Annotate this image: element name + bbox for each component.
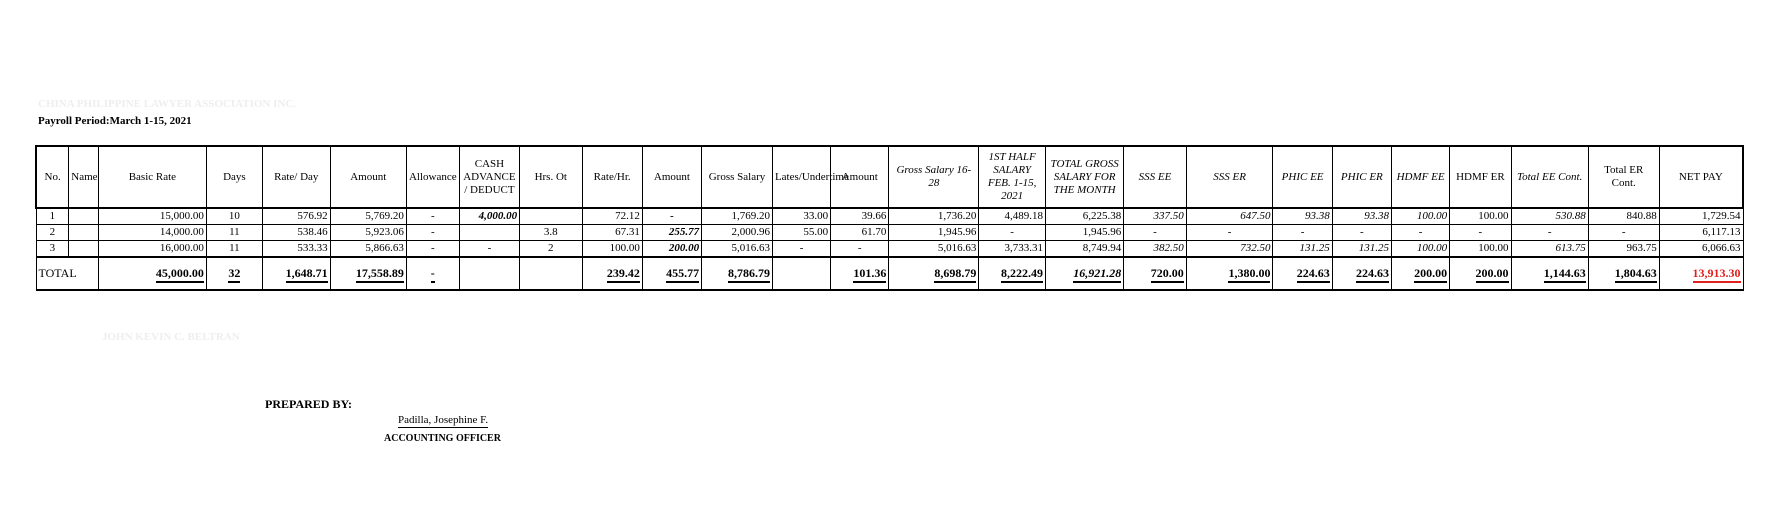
total-total-er: 1,804.63 <box>1588 257 1659 290</box>
col-days: Days <box>206 146 262 208</box>
col-allowance: Allowance <box>406 146 459 208</box>
col-hdmf-ee: HDMF EE <box>1391 146 1449 208</box>
payroll-period: Payroll Period:March 1-15, 2021 <box>38 115 192 127</box>
cell-cash-advance: 4,000.00 <box>459 208 519 225</box>
total-phic-ee: 224.63 <box>1273 257 1332 290</box>
col-gross-salary: Gross Salary <box>702 146 773 208</box>
cell-sss-er: - <box>1186 225 1273 241</box>
total-rate-day: 1,648.71 <box>262 257 330 290</box>
total-total-gross: 16,921.28 <box>1045 257 1123 290</box>
table-row <box>36 208 1743 225</box>
prepared-by-label: PREPARED BY: <box>265 397 353 411</box>
total-hdmf-ee: 200.00 <box>1391 257 1449 290</box>
cell-hdmf-er: 100.00 <box>1450 208 1511 225</box>
cell-rate-hr: 100.00 <box>582 241 642 258</box>
total-basic-rate: 45,000.00 <box>98 257 206 290</box>
total-allowance: - <box>406 257 459 290</box>
cell-ot-amount: 200.00 <box>642 241 701 258</box>
col-phic-er: PHIC ER <box>1332 146 1391 208</box>
col-phic-ee: PHIC EE <box>1273 146 1332 208</box>
cell-net-pay: 6,066.63 <box>1659 241 1743 258</box>
col-cash-advance: CASH ADVANCE / DEDUCT <box>459 146 519 208</box>
cell-hrs-ot: 3.8 <box>520 225 582 241</box>
col-no: No. <box>36 146 69 208</box>
company-name-watermark: CHINA PHILIPPINE LAWYER ASSOCIATION INC. <box>38 98 297 110</box>
cell-name <box>69 241 99 258</box>
total-cash-advance <box>459 257 519 290</box>
cell-ot-amount: 255.77 <box>642 225 701 241</box>
col-lates-amount: Amount <box>831 146 889 208</box>
table-row <box>36 241 1743 258</box>
cell-hrs-ot: 2 <box>520 241 582 258</box>
cell-sss-ee: 382.50 <box>1124 241 1186 258</box>
cell-phic-er: 93.38 <box>1332 208 1391 225</box>
cell-gross-16-28: 1,945.96 <box>889 225 979 241</box>
cell-phic-ee: 93.38 <box>1273 208 1332 225</box>
cell-total-er: - <box>1588 225 1659 241</box>
cell-gross-salary: 2,000.96 <box>702 225 773 241</box>
total-sss-ee: 720.00 <box>1124 257 1186 290</box>
col-lates: Lates/Undertime <box>772 146 830 208</box>
cell-hdmf-er: 100.00 <box>1450 241 1511 258</box>
cell-name <box>69 225 99 241</box>
total-lates <box>772 257 830 290</box>
col-gross-16-28: Gross Salary 16-28 <box>889 146 979 208</box>
cell-total-gross: 8,749.94 <box>1045 241 1123 258</box>
col-hdmf-er: HDMF ER <box>1450 146 1511 208</box>
total-total-ee: 1,144.63 <box>1511 257 1588 290</box>
cell-rate-hr: 72.12 <box>582 208 642 225</box>
cell-lates-amount: 61.70 <box>831 225 889 241</box>
cell-allowance: - <box>406 208 459 225</box>
cell-days: 11 <box>206 225 262 241</box>
cell-name <box>69 208 99 225</box>
payroll-table <box>35 145 1744 291</box>
preparer-name: Padilla, Josephine F. <box>398 414 489 426</box>
col-rate-hr: Rate/Hr. <box>582 146 642 208</box>
cell-hdmf-ee: - <box>1391 225 1449 241</box>
total-gross-salary: 8,786.79 <box>702 257 773 290</box>
cell-first-half: 4,489.18 <box>979 208 1046 225</box>
cell-net-pay: 6,117.13 <box>1659 225 1743 241</box>
total-sss-er: 1,380.00 <box>1186 257 1273 290</box>
cell-lates: 33.00 <box>772 208 830 225</box>
header-row <box>36 146 1743 208</box>
col-sss-er: SSS ER <box>1186 146 1273 208</box>
cell-amount: 5,866.63 <box>330 241 406 258</box>
cell-allowance: - <box>406 241 459 258</box>
cell-no: 2 <box>36 225 69 241</box>
cell-hdmf-ee: 100.00 <box>1391 208 1449 225</box>
cell-lates: 55.00 <box>772 225 830 241</box>
cell-first-half: 3,733.31 <box>979 241 1046 258</box>
cell-first-half: - <box>979 225 1046 241</box>
cell-days: 10 <box>206 208 262 225</box>
total-days: 32 <box>206 257 262 290</box>
col-hrs-ot: Hrs. Ot <box>520 146 582 208</box>
total-amount: 17,558.89 <box>330 257 406 290</box>
cell-lates-amount: 39.66 <box>831 208 889 225</box>
cell-rate-day: 538.46 <box>262 225 330 241</box>
cell-amount: 5,769.20 <box>330 208 406 225</box>
cell-rate-hr: 67.31 <box>582 225 642 241</box>
col-basic-rate: Basic Rate <box>98 146 206 208</box>
col-amount: Amount <box>330 146 406 208</box>
cell-rate-day: 576.92 <box>262 208 330 225</box>
cell-net-pay: 1,729.54 <box>1659 208 1743 225</box>
cell-total-er: 840.88 <box>1588 208 1659 225</box>
cell-gross-salary: 1,769.20 <box>702 208 773 225</box>
col-total-er: Total ER Cont. <box>1588 146 1659 208</box>
preparer-position: ACCOUNTING OFFICER <box>384 433 501 444</box>
cell-cash-advance: - <box>459 241 519 258</box>
total-hrs-ot <box>520 257 582 290</box>
cell-hdmf-ee: 100.00 <box>1391 241 1449 258</box>
cell-phic-ee: - <box>1273 225 1332 241</box>
cell-total-gross: 6,225.38 <box>1045 208 1123 225</box>
cell-phic-ee: 131.25 <box>1273 241 1332 258</box>
total-first-half: 8,222.49 <box>979 257 1046 290</box>
cell-lates: - <box>772 241 830 258</box>
cell-no: 1 <box>36 208 69 225</box>
col-first-half: 1ST HALF SALARY FEB. 1-15, 2021 <box>979 146 1046 208</box>
cell-total-gross: 1,945.96 <box>1045 225 1123 241</box>
total-net-pay: 13,913.30 <box>1659 257 1743 290</box>
cell-no: 3 <box>36 241 69 258</box>
cell-sss-er: 732.50 <box>1186 241 1273 258</box>
cell-rate-day: 533.33 <box>262 241 330 258</box>
cell-hrs-ot <box>520 208 582 225</box>
col-sss-ee: SSS EE <box>1124 146 1186 208</box>
cell-total-ee: 530.88 <box>1511 208 1588 225</box>
cell-days: 11 <box>206 241 262 258</box>
cell-total-ee: 613.75 <box>1511 241 1588 258</box>
cell-sss-er: 647.50 <box>1186 208 1273 225</box>
cell-gross-16-28: 1,736.20 <box>889 208 979 225</box>
total-phic-er: 224.63 <box>1332 257 1391 290</box>
cell-sss-ee: 337.50 <box>1124 208 1186 225</box>
cell-basic-rate: 14,000.00 <box>98 225 206 241</box>
cell-gross-16-28: 5,016.63 <box>889 241 979 258</box>
cell-phic-er: 131.25 <box>1332 241 1391 258</box>
cell-lates-amount: - <box>831 241 889 258</box>
cell-ot-amount: - <box>642 208 701 225</box>
cell-cash-advance <box>459 225 519 241</box>
cell-basic-rate: 15,000.00 <box>98 208 206 225</box>
cell-total-ee: - <box>1511 225 1588 241</box>
cell-gross-salary: 5,016.63 <box>702 241 773 258</box>
cell-hdmf-er: - <box>1450 225 1511 241</box>
total-label: TOTAL <box>36 257 98 290</box>
col-total-ee: Total EE Cont. <box>1511 146 1588 208</box>
total-lates-amount: 101.36 <box>831 257 889 290</box>
total-rate-hr: 239.42 <box>582 257 642 290</box>
table-row <box>36 225 1743 241</box>
col-ot-amount: Amount <box>642 146 701 208</box>
col-name: Name <box>69 146 99 208</box>
cell-total-er: 963.75 <box>1588 241 1659 258</box>
cell-allowance: - <box>406 225 459 241</box>
cell-phic-er: - <box>1332 225 1391 241</box>
cell-basic-rate: 16,000.00 <box>98 241 206 258</box>
total-ot-amount: 455.77 <box>642 257 701 290</box>
col-rate-day: Rate/ Day <box>262 146 330 208</box>
col-net-pay: NET PAY <box>1659 146 1743 208</box>
totals-row <box>36 257 1743 290</box>
cell-amount: 5,923.06 <box>330 225 406 241</box>
total-hdmf-er: 200.00 <box>1450 257 1511 290</box>
total-gross-16-28: 8,698.79 <box>889 257 979 290</box>
cell-sss-ee: - <box>1124 225 1186 241</box>
col-total-gross: TOTAL GROSS SALARY FOR THE MONTH <box>1045 146 1123 208</box>
employee-name-watermark: JOHN KEVIN C. BELTRAN <box>102 331 240 343</box>
